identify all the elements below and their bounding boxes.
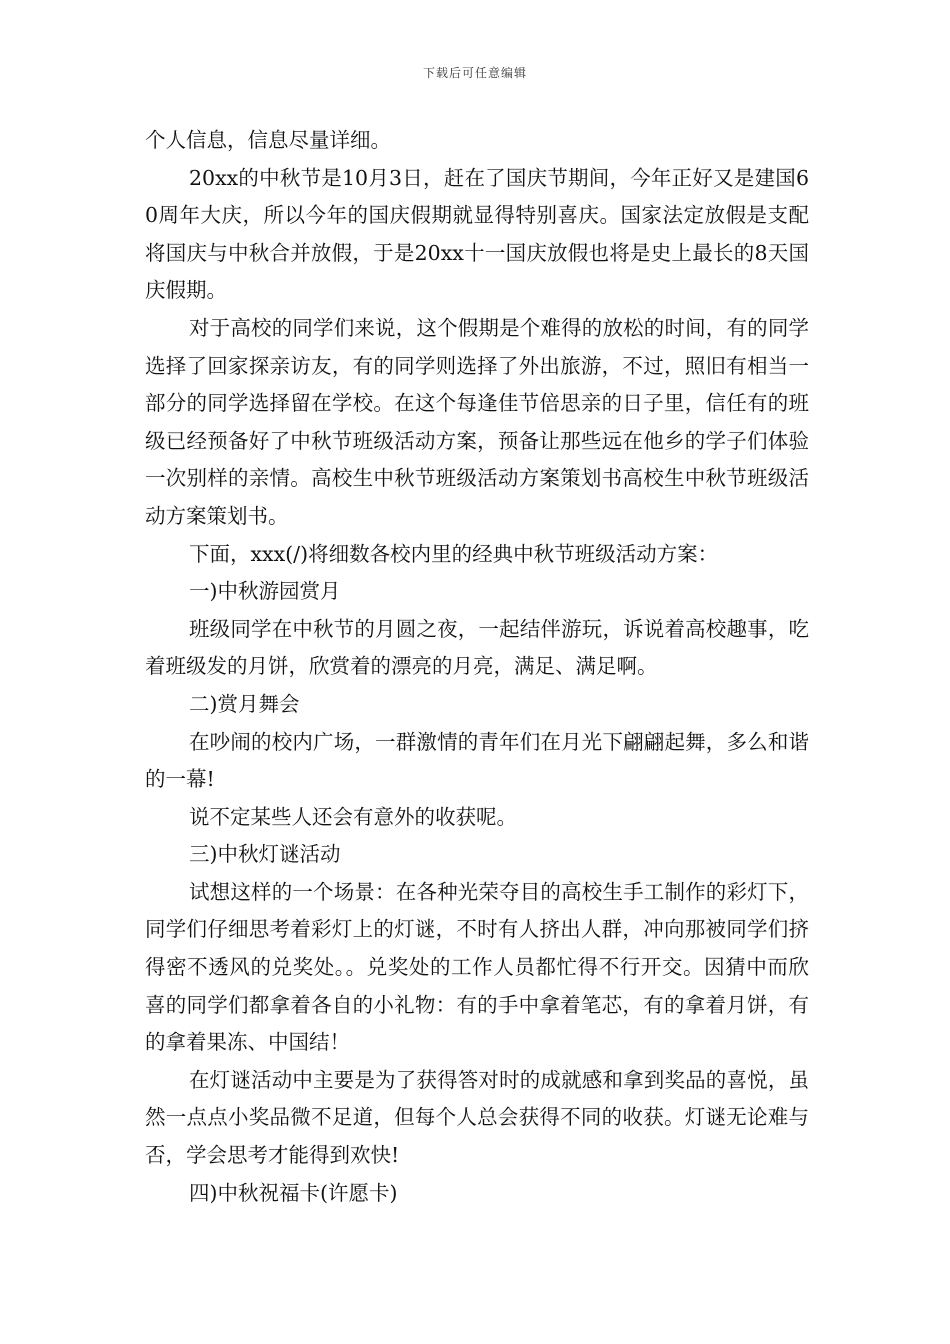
section-heading-4: 四)中秋祝福卡(许愿卡) [189,1180,398,1205]
page-header: 下载后可任意编辑 [422,66,527,80]
paragraph-7: 说不定某些人还会有意外的收获呢。 [189,804,517,829]
section-heading-3: 三)中秋灯谜活动 [189,842,341,867]
section-heading-1: 一)中秋游园赏月 [189,579,341,604]
section-heading-2: 二)赏月舞会 [189,691,300,716]
paragraph-8: 试想这样的一个场景：在各种光荣夺目的高校生手工制作的彩灯下，同学们仔细思考着彩灯上的灯谜，不时有人挤出人群，冲向那被同学们挤得密不透风的兑奖处。。兑奖处的工作人员都忙得不行开交。因猜中而欣喜的同学们都拿着各自的小礼物：有的手中拿着笔芯，有的拿着月饼，有的拿着果冻、中国结！ [145,879,809,1055]
paragraph-9: 在灯谜活动中主要是为了获得答对时的成就感和拿到奖品的喜悦，虽然一点点小奖品微不足道，但每个人总会获得不同的收获。灯谜无论难与否，学会思考才能得到欢快! [145,1067,809,1168]
paragraph-6: 在吵闹的校内广场，一群激情的青年们在月光下翩翩起舞，多么和谐的一幕! [145,729,809,792]
paragraph-4: 下面，xxx(/)将细数各校内里的经典中秋节班级活动方案： [189,541,719,566]
paragraph-5: 班级同学在中秋节的月圆之夜，一起结伴游玩，诉说着高校趣事，吃着班级发的月饼，欣赏着的漂亮的月亮，满足、满足啊。 [145,616,809,679]
document-body [145,122,809,1212]
paragraph-1: 个人信息，信息尽量详细。 [145,128,391,152]
paragraph-3: 对于高校的同学们来说，这个假期是个难得的放松的时间，有的同学选择了回家探亲访友，有的同学则选择了外出旅游，不过，照旧有相当一部分的同学选择留在学校。在这个每逢佳节倍思亲的日子里，信任有的班级已经预备好了中秋节班级活动方案，预备让那些远在他乡的学子们体验一次别样的亲情。高校生中秋节班级活动方案策划书高校生中秋节班级活动方案策划书。 [145,315,809,528]
paragraph-2: 20xx的中秋节是10月3日，赶在了国庆节期间，今年正好又是建国60周年大庆，所以今年的国庆假期就显得特别喜庆。国家法定放假是支配将国庆与中秋合并放假，于是20xx十一国庆放假也将是史上最长的8天国庆假期。 [145,165,809,303]
